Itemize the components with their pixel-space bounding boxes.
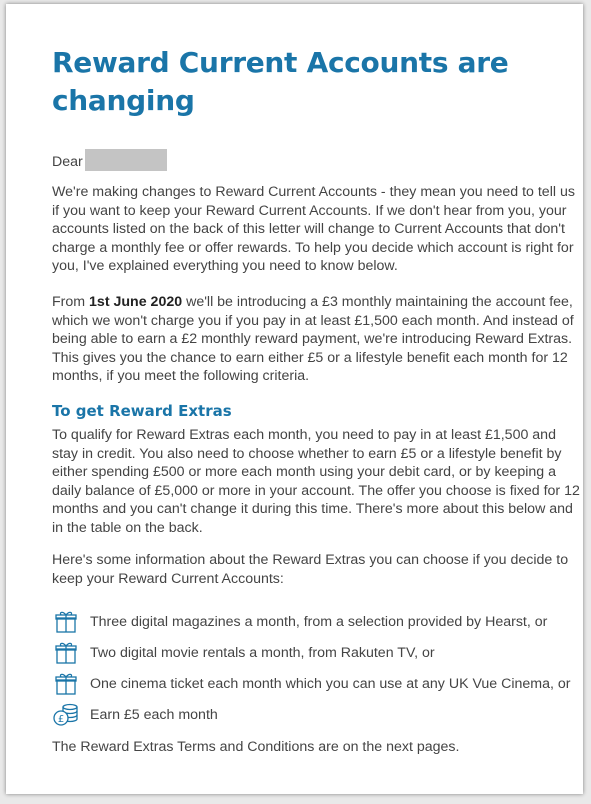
qualify-paragraph: To qualify for Reward Extras each month, you need to pay in at least £1,500 and stay in credit. You also need to choose whether to earn £5 or a lifestyle benefit by either spending £500 or more each month using your debit card, or by keeping a daily balance of £5,000 or more in your account. The offer you choose is fixed for 12 months and you can't change it during this time. There's more about this below and in the table on the back. — [52, 427, 580, 536]
section-heading: To get Reward Extras — [52, 402, 232, 420]
gift-icon — [52, 609, 80, 635]
benefits-list — [52, 606, 572, 730]
letter-page — [6, 4, 583, 794]
benefit-text: One cinema ticket each month which you can use at any UK Vue Cinema, or — [90, 675, 571, 692]
greeting-text: Dear — [52, 154, 83, 170]
list-item — [52, 606, 572, 637]
letter-title: Reward Current Accounts are changing — [52, 46, 509, 117]
intro-paragraph: We're making changes to Reward Current Accounts - they mean you need to tell us if you want to keep your Reward Current Accounts. If we don't hear from you, your accounts listed on the back of this letter will change to Current Accounts that don't charge a monthly fee or offer rewards. To help you decide which account is right for you, I've explained everything you need to know below. — [52, 184, 575, 275]
info-paragraph: Here's some information about the Reward Extras you can choose if you decide to keep your Reward Current Accounts: — [52, 552, 569, 587]
benefit-text: Three digital magazines a month, from a selection provided by Hearst, or — [90, 613, 548, 630]
fee-paragraph-prefix: From — [52, 294, 90, 310]
fee-paragraph-body: we'll be introducing a £3 monthly maintaining the account fee, which we won't charge you if you pay in at least £1,500 each month. And instead of being able to earn a £2 monthly reward payment, we're introducing Reward Extras. This gives you the chance to earn either £5 or a lifestyle benefit each month for 12 months, if you meet the following criteria. — [52, 294, 574, 385]
gift-icon — [52, 640, 80, 666]
effective-date: 1st June 2020 — [89, 294, 183, 310]
redacted-name — [85, 149, 167, 171]
list-item — [52, 699, 572, 730]
terms-note: The Reward Extras Terms and Conditions are on the next pages. — [52, 739, 460, 755]
benefit-text: Two digital movie rentals a month, from Rakuten TV, or — [90, 644, 435, 661]
benefit-text: Earn £5 each month — [90, 706, 218, 723]
fee-paragraph — [52, 293, 580, 386]
svg-text:£: £ — [57, 713, 65, 725]
list-item — [52, 668, 572, 699]
list-item — [52, 637, 572, 668]
gift-icon — [52, 671, 80, 697]
coins-icon — [52, 702, 80, 728]
greeting — [52, 149, 167, 171]
